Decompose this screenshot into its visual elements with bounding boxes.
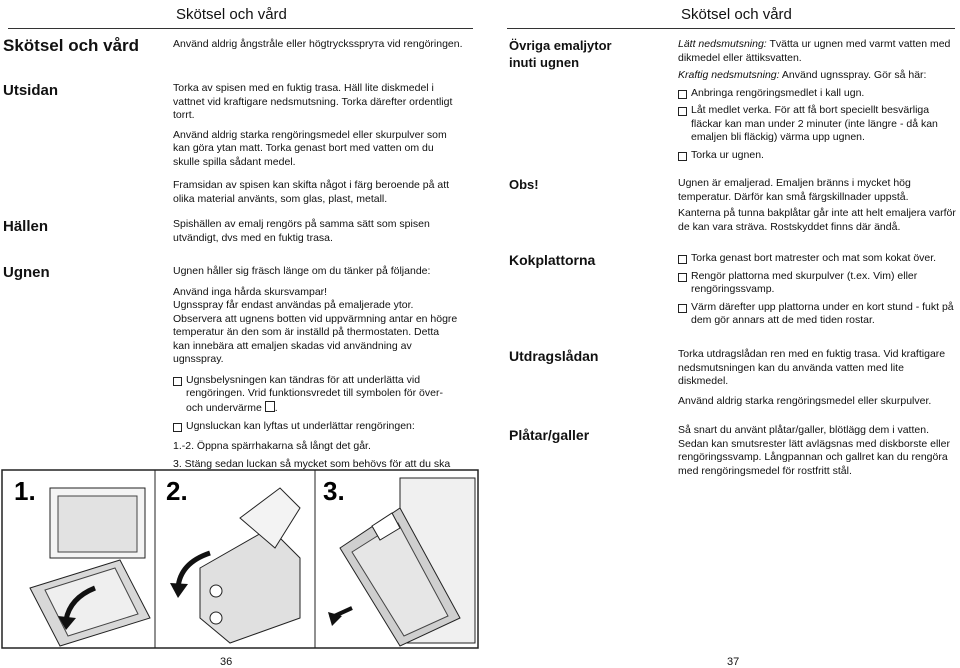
kok-bullet-3: Värm därefter upp plattorna under en kort stund - fukt på dem gör annars att de med tiden rostar.	[678, 301, 956, 328]
section-label-platar-galler: Plåtar/galler	[509, 427, 590, 443]
utsidan-paragraph-3: Framsidan av spisen kan skifta något i färg beroende på att olika material använts, som glas, plast, metall.	[173, 179, 450, 205]
ugnen-paragraph-1: Ugnen håller sig fräsch länge om du tänker på följande:	[173, 265, 431, 277]
section-label-utdragslada: Utdragslådan	[509, 348, 599, 364]
obs-paragraph-1: Ugnen är emaljerad. Emaljen bränns i mycket hög temperatur. Därför kan små färgskillnader uppstå.	[678, 177, 911, 203]
ovriga-bullet-2: Låt medlet verka. För att få bort speciellt besvärliga fläckar kan man under 2 minuter (inte längre - då kan emaljen bli fläckig) värma upp ugnen.	[678, 104, 956, 145]
intro-text: Använd aldrig ångstråle eller högtryckssprута vid rengöringen.	[173, 38, 463, 50]
platar-text: Så snart du använt plåtar/galler, blötlägg dem i vatten. Sedan kan smutsrester lätt avlägsnas med diskborste eller rengöringssvamp. Långpannan och gallret kan du rengöra med rengöringsmedel för rostfritt stål.	[678, 424, 950, 477]
ovriga-label-line-2: inuti ugnen	[509, 55, 580, 70]
section-label-obs: Obs!	[509, 177, 539, 192]
left-page-title: Skötsel och vård	[3, 36, 140, 55]
ugnen-paragraph-3: Ugnsspray får endast användas på emaljerade ytor.	[173, 299, 414, 311]
light-soiling-text: Tvätta ur ugnen med varmt vatten med dikmedel eller ättiksvatten.	[678, 38, 951, 64]
utdrag-text	[678, 348, 948, 408]
utsidan-paragraph-1: Torka av spisen med en fuktig trasa. Häll lite diskmedel i vattnet vid kraftigare nedsmutsning. Torka därefter ordentligt torrt.	[173, 82, 453, 121]
section-label-ugnen: Ugnen	[3, 264, 50, 281]
ovriga-text	[678, 38, 956, 162]
heavy-soiling-lead: Kraftig nedsmutsning:	[678, 69, 780, 81]
kok-bullet-2: Rengör plattorna med skurpulver (t.ex. Vim) eller rengöringssvamp.	[678, 270, 956, 297]
ugnen-paragraph-4: Observera att ugnens botten vid uppvärmning antar en högre temperatur än den som är inställd på thermostaten. Detta kan innebära att emaljen skadas vid användning av ugnsspray.	[173, 312, 458, 365]
oven-symbol-icon	[265, 401, 275, 412]
figure-label-2: 2.	[166, 476, 188, 506]
ugnen-bullet-door: Ugnsluckan kan lyftas ut underlättar rengöringen:	[173, 420, 458, 434]
ovriga-bullet-1: Anbringa rengöringsmedlet i kall ugn.	[678, 87, 956, 101]
lighting-text: Ugnsbelysningen kan tändras för att underlätta vid rengöringen. Vrid funktionsvredet till symbolen för över-	[186, 373, 443, 399]
utdrag-paragraph-2: Använd aldrig starka rengöringsmedel eller skurpulver.	[678, 394, 932, 407]
ovriga-bullet-3: Torka ur ugnen.	[678, 149, 956, 163]
lighting-text-2: och undervärme	[186, 401, 262, 414]
kok-text	[678, 252, 956, 328]
obs-text	[678, 177, 958, 234]
left-header-rule	[8, 28, 473, 29]
ugnen-step-1: 1.-2. Öppna spärrhakarna så långt det går.	[173, 439, 371, 452]
left-page-number: 36	[220, 656, 233, 668]
right-running-header: Skötsel och vård	[681, 6, 792, 23]
utsidan-text	[173, 82, 458, 206]
section-label-utsidan: Utsidan	[3, 82, 59, 99]
oven-door-illustration	[0, 468, 480, 650]
light-soiling-lead: Lätt nedsmutsning:	[678, 38, 767, 50]
utsidan-paragraph-2: Använd aldrig starka rengöringsmedel eller skurpulver som kan göra ytan matt. Torka genast bort med vatten om du skulle spilla sådant medel.	[173, 128, 447, 168]
heavy-soiling-text: Använd ugnsspray. Gör så här:	[781, 69, 927, 81]
figure-label-1: 1.	[14, 476, 36, 506]
right-header-rule	[507, 28, 955, 29]
section-label-kokplattorna: Kokplattorna	[509, 252, 596, 268]
ovriga-label-line-1: Övriga emaljytor	[509, 38, 612, 53]
obs-paragraph-2: Kanterna på tunna bakplåtar går inte att helt emaljera varför de kan vara sträva. Rostskyddet finns där ändå.	[678, 207, 956, 233]
ugnen-bullet-lighting: Ugnsbelysningen kan tändras för att underlätta vid rengöringen. Vrid funktionsvredet till symbolen för över- och undervärme .	[173, 374, 458, 416]
kok-bullet-1: Torka genast bort matrester och mat som kokat över.	[678, 252, 956, 266]
section-label-ovriga	[509, 37, 612, 71]
oven-door-drawing	[0, 468, 480, 650]
ugnen-paragraph-2: Använd inga hårda skursvampar!	[173, 285, 328, 298]
right-page-number: 37	[727, 656, 740, 668]
ugnen-text	[173, 265, 458, 485]
ugnen-step-2: 3. Stäng sedan luckan så mycket som behövs för att du ska	[173, 458, 451, 470]
figure-label-3: 3.	[323, 476, 345, 506]
hallen-text: Spishällen av emalj rengörs på samma sätt som spisen utvändigt, dvs med en fuktig trasa.	[173, 218, 430, 244]
left-running-header: Skötsel och vård	[176, 6, 287, 23]
utdrag-paragraph-1: Torka utdragslådan ren med en fuktig trasa. Vid kraftigare nedsmutsningen kan du använda vatten med lite diskmedel.	[678, 348, 946, 387]
section-label-hallen: Hällen	[3, 218, 49, 235]
